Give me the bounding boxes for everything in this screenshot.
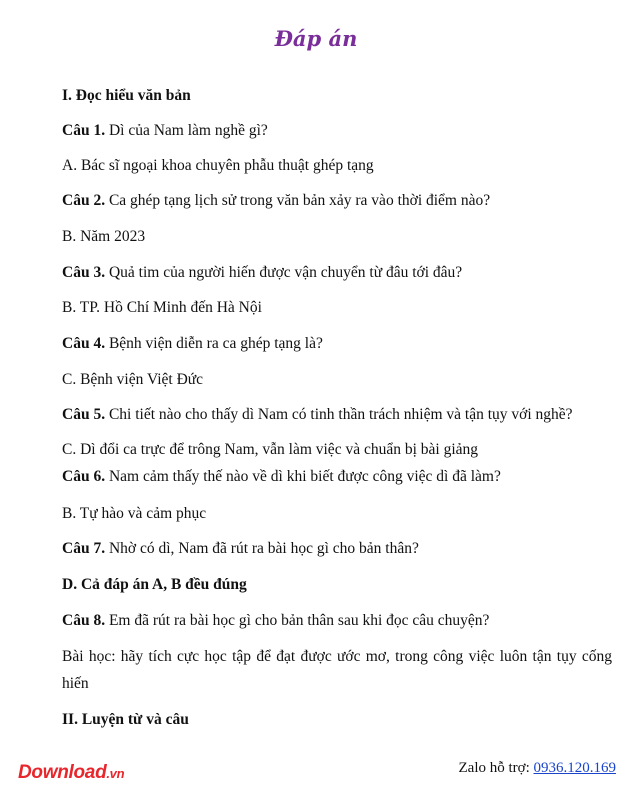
- question-4-number: Câu 4.: [62, 335, 106, 352]
- section-heading-grammar: II. Luyện từ và câu: [62, 711, 189, 728]
- answer-4: C. Bệnh viện Việt Đức: [62, 371, 204, 388]
- question-6: [62, 467, 501, 487]
- support-phone-link[interactable]: 0936.120.169: [533, 760, 616, 776]
- download-logo[interactable]: [18, 762, 124, 784]
- question-3-number: Câu 3.: [62, 264, 106, 281]
- question-4-text: Bệnh viện diễn ra ca ghép tạng là?: [105, 335, 323, 352]
- question-7: [62, 539, 419, 559]
- question-8-text: Em đã rút ra bài học gì cho bản thân sau khi đọc câu chuyện?: [105, 612, 490, 629]
- question-2-number: Câu 2.: [62, 192, 106, 209]
- logo-suffix-text: .vn: [106, 766, 125, 781]
- question-8: [62, 611, 489, 631]
- question-7-number: Câu 7.: [62, 540, 106, 557]
- question-8-number: Câu 8.: [62, 612, 106, 629]
- question-4: [62, 334, 323, 354]
- question-5-number: Câu 5.: [62, 406, 106, 423]
- zalo-support: [459, 760, 617, 777]
- question-2: [62, 191, 490, 211]
- question-5-text: Chi tiết nào cho thấy dì Nam có tinh thần trách nhiệm và tận tụy với nghề?: [105, 406, 573, 423]
- answer-3: B. TP. Hồ Chí Minh đến Hà Nội: [62, 299, 262, 316]
- logo-main-text: Download: [18, 762, 107, 783]
- question-7-text: Nhờ có dì, Nam đã rút ra bài học gì cho bản thân?: [105, 540, 419, 557]
- question-6-text: Nam cảm thấy thế nào về dì khi biết được công việc dì đã làm?: [105, 468, 501, 485]
- answer-7: D. Cả đáp án A, B đều đúng: [62, 576, 247, 593]
- answer-6: B. Tự hào và cảm phục: [62, 505, 207, 522]
- question-3-text: Quả tim của người hiến được vận chuyển từ đâu tới đâu?: [105, 264, 463, 281]
- question-1: [62, 121, 268, 141]
- question-2-text: Ca ghép tạng lịch sử trong văn bản xảy ra vào thời điểm nào?: [105, 192, 491, 209]
- page-title: Đáp án: [274, 26, 358, 51]
- question-6-number: Câu 6.: [62, 468, 106, 485]
- question-1-text: Dì của Nam làm nghề gì?: [105, 122, 268, 139]
- support-label: Zalo hỗ trợ:: [458, 760, 534, 776]
- question-1-number: Câu 1.: [62, 122, 106, 139]
- section-heading-reading: I. Đọc hiểu văn bản: [62, 87, 191, 104]
- answer-8: Bài học: hãy tích cực học tập để đạt được ước mơ, trong công việc luôn tận tụy cống hiến: [62, 648, 612, 692]
- answer-5: C. Dì đổi ca trực để trông Nam, vẫn làm việc và chuẩn bị bài giảng: [62, 441, 479, 458]
- answer-1: A. Bác sĩ ngoại khoa chuyên phẫu thuật ghép tạng: [62, 157, 374, 174]
- answer-2: B. Năm 2023: [62, 228, 146, 245]
- question-5: [62, 405, 573, 425]
- question-3: [62, 263, 462, 283]
